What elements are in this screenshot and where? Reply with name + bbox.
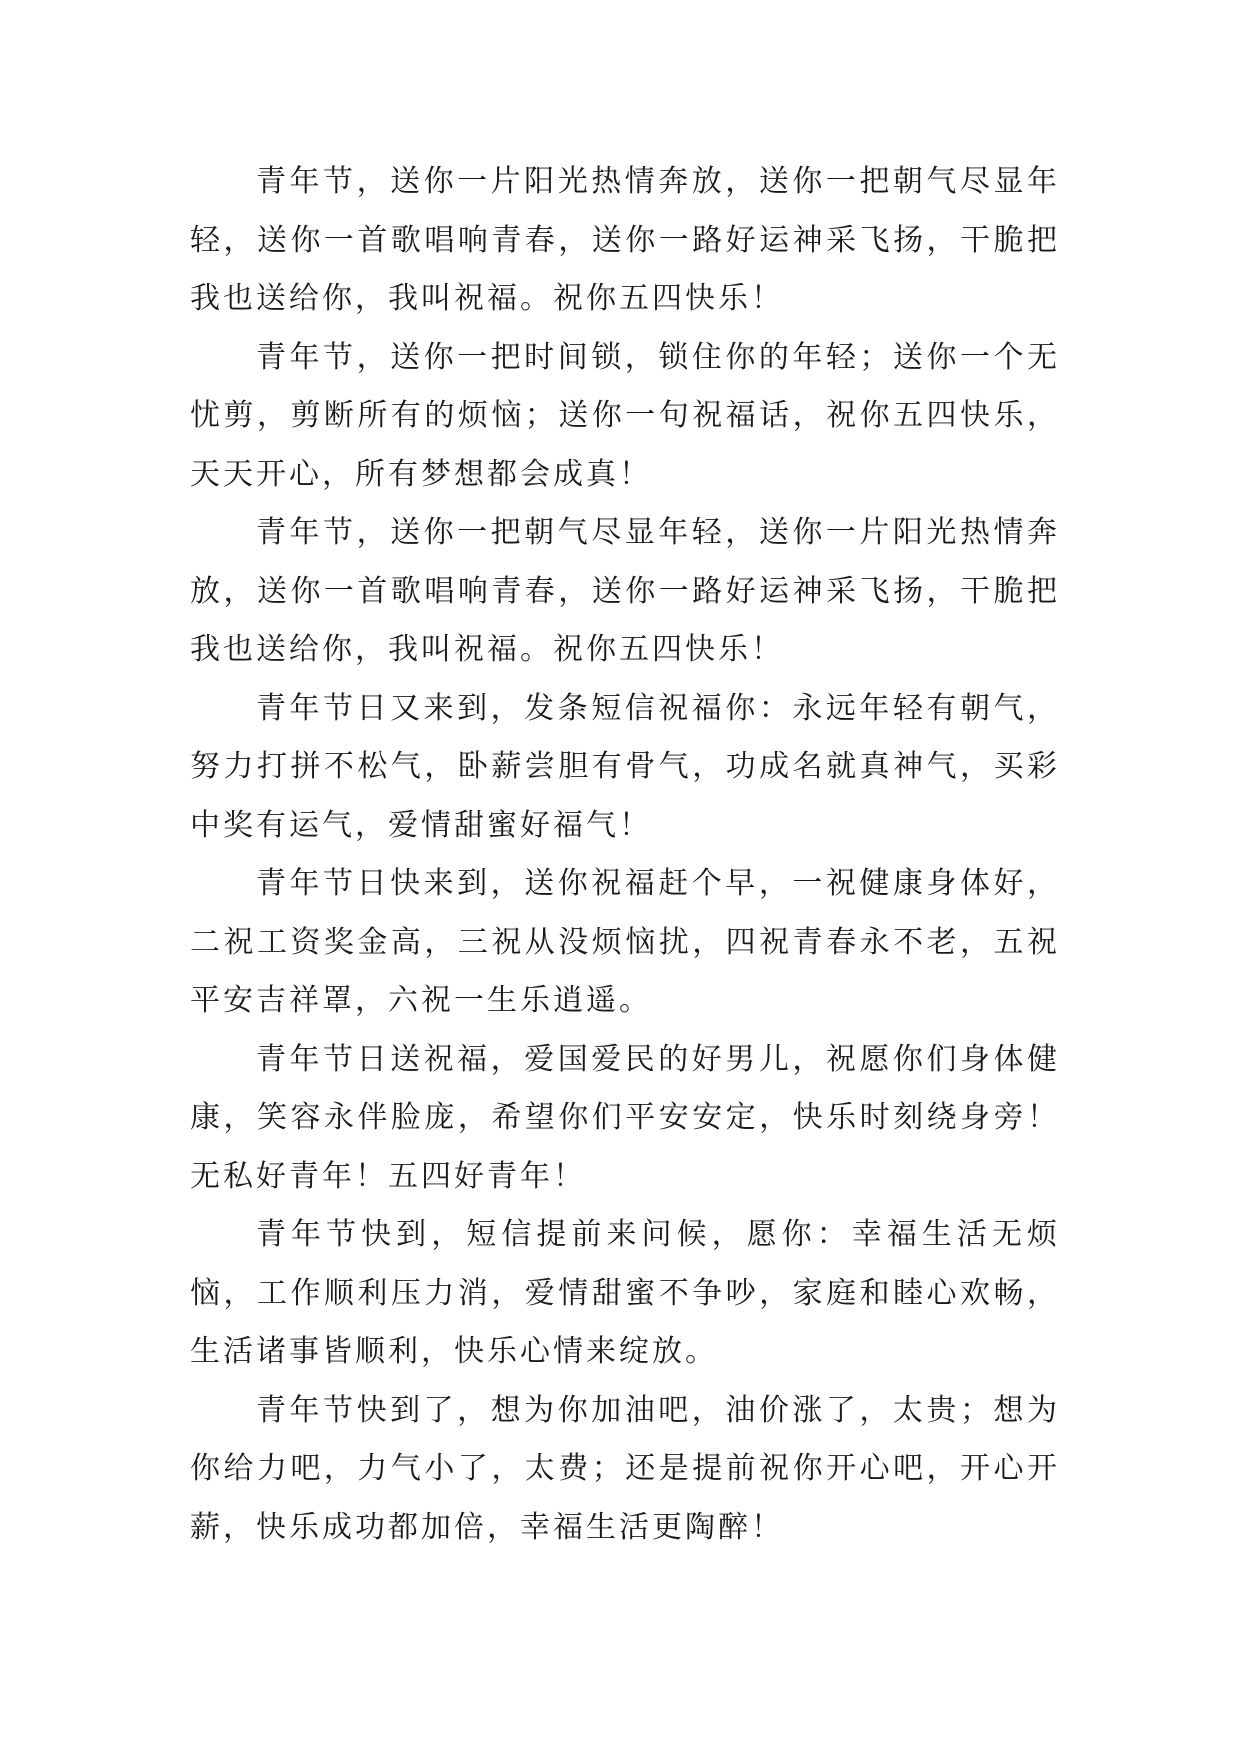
paragraph-5: 青年节日快来到，送你祝福赶个早，一祝健康身体好，二祝工资奖金高，三祝从没烦恼扰，四祝青春永不老，五祝平安吉祥罩，六祝一生乐逍遥。: [190, 866, 1060, 1018]
paragraph-2: 青年节，送你一把时间锁，锁住你的年轻；送你一个无忧剪，剪断所有的烦恼；送你一句祝福话，祝你五四快乐，天天开心，所有梦想都会成真！: [190, 339, 1060, 492]
document-body: [190, 153, 1060, 1557]
paragraph-6: 青年节日送祝福，爱国爱民的好男儿，祝愿你们身体健康，笑容永伴脸庞，希望你们平安安定，快乐时刻绕身旁！无私好青年！五四好青年！: [190, 1041, 1060, 1194]
paragraph-7: 青年节快到，短信提前来问候，愿你：幸福生活无烦恼，工作顺利压力消，爱情甜蜜不争吵，家庭和睦心欢畅，生活诸事皆顺利，快乐心情来绽放。: [190, 1217, 1060, 1369]
paragraph-1: 青年节，送你一片阳光热情奔放，送你一把朝气尽显年轻，送你一首歌唱响青春，送你一路好运神采飞扬，干脆把我也送给你，我叫祝福。祝你五四快乐！: [190, 164, 1060, 316]
paragraph-3: 青年节，送你一把朝气尽显年轻，送你一片阳光热情奔放，送你一首歌唱响青春，送你一路好运神采飞扬，干脆把我也送给你，我叫祝福。祝你五四快乐！: [190, 515, 1060, 667]
paragraph-8: 青年节快到了，想为你加油吧，油价涨了，太贵；想为你给力吧，力气小了，太费；还是提前祝你开心吧，开心开薪，快乐成功都加倍，幸福生活更陶醉！: [190, 1392, 1060, 1545]
paragraph-4: 青年节日又来到，发条短信祝福你：永远年轻有朝气，努力打拼不松气，卧薪尝胆有骨气，功成名就真神气，买彩中奖有运气，爱情甜蜜好福气！: [190, 690, 1060, 843]
